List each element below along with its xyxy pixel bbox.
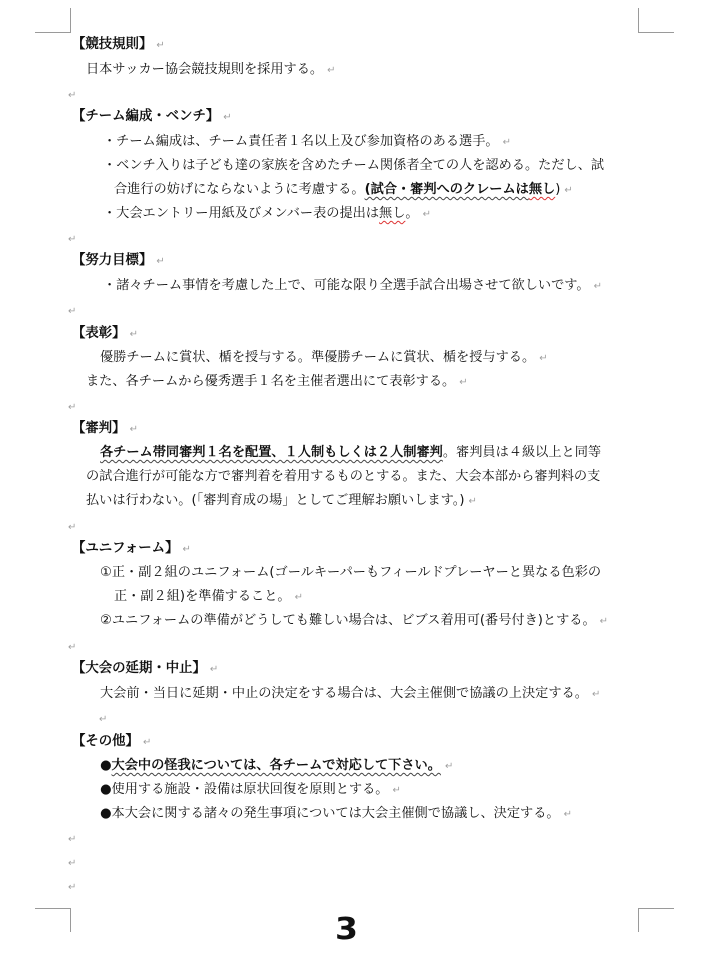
spellcheck-flagged-text: 無し bbox=[528, 182, 556, 197]
paragraph-mark-icon: ↵ bbox=[142, 737, 152, 748]
team-line-2 bbox=[103, 157, 604, 175]
paragraph-mark-icon: ↵ bbox=[68, 858, 77, 869]
uniform-line-2 bbox=[114, 588, 303, 606]
body-text: 合進行の妨げにならないように考慮する。 bbox=[114, 182, 365, 197]
paragraph-mark-icon: ↵ bbox=[68, 522, 77, 533]
paragraph-mark-icon: ↵ bbox=[599, 616, 609, 627]
section-heading-award bbox=[72, 325, 138, 343]
other-line-2 bbox=[100, 781, 401, 799]
body-text: 優勝チームに賞状、楯を授与する。準優勝チームに賞状、楯を授与する。 bbox=[100, 350, 536, 365]
emphasis-text: (試合・審判へのクレームは bbox=[364, 182, 529, 197]
heading-text: 【競技規則】 bbox=[72, 37, 153, 52]
body-text: ②ユニフォームの準備がどうしても難しい場合は、ビブス着用可(番号付き)とする。 bbox=[100, 613, 596, 628]
body-text: ・大会エントリー用紙及びメンバー表の提出は bbox=[103, 206, 380, 221]
body-text: また、各チームから優秀選手１名を主催者選出にて表彰する。 bbox=[86, 374, 456, 389]
heading-text: 【表彰】 bbox=[72, 326, 126, 341]
body-text: ①正・副２組のユニフォーム(ゴールキーパーもフィールドプレーヤーと異なる色彩の bbox=[100, 565, 602, 580]
empty-paragraph bbox=[68, 398, 76, 416]
paragraph-mark-icon: ↵ bbox=[156, 256, 165, 267]
paragraph-mark-icon: ↵ bbox=[539, 353, 548, 364]
body-text: 。 bbox=[405, 206, 419, 221]
heading-text: 【努力目標】 bbox=[72, 253, 153, 268]
empty-paragraph bbox=[99, 710, 107, 728]
team-line-4 bbox=[103, 205, 431, 223]
section-heading-uniform bbox=[72, 540, 191, 558]
heading-text: 【審判】 bbox=[72, 421, 126, 436]
paragraph-mark-icon: ↵ bbox=[68, 834, 77, 845]
section-heading-postpone bbox=[72, 660, 218, 678]
paragraph-mark-icon: ↵ bbox=[99, 714, 108, 725]
rules-line-1 bbox=[86, 61, 336, 79]
section-heading-other bbox=[72, 733, 151, 751]
section-heading-team bbox=[72, 108, 232, 126]
crop-mark-bottom-right-h bbox=[638, 908, 674, 909]
crop-mark-bottom-left-v bbox=[70, 908, 71, 932]
heading-text: 【ユニフォーム】 bbox=[72, 541, 179, 556]
empty-paragraph bbox=[68, 854, 76, 872]
section-heading-referee bbox=[72, 420, 138, 438]
other-line-3 bbox=[100, 805, 572, 823]
paragraph-mark-icon: ↵ bbox=[68, 90, 77, 101]
empty-paragraph bbox=[68, 518, 76, 536]
uniform-line-1 bbox=[100, 564, 601, 582]
page-number: 3 bbox=[335, 912, 357, 947]
empty-paragraph bbox=[68, 638, 76, 656]
paragraph-mark-icon: ↵ bbox=[422, 209, 431, 220]
crop-mark-bottom-right-v bbox=[638, 908, 639, 932]
crop-mark-top-left-h bbox=[35, 32, 71, 33]
empty-paragraph bbox=[68, 230, 76, 248]
paragraph-mark-icon: ↵ bbox=[68, 882, 77, 893]
paragraph-mark-icon: ↵ bbox=[68, 306, 77, 317]
body-text: 正・副２組)を準備すること。 bbox=[114, 589, 291, 604]
paragraph-mark-icon: ↵ bbox=[564, 185, 573, 196]
body-text: ) bbox=[555, 182, 561, 197]
other-line-1 bbox=[100, 757, 453, 775]
emphasis-text: 各チーム帯同審判１名を配置、１人制もしくは２人制審判 bbox=[100, 445, 443, 460]
paragraph-mark-icon: ↵ bbox=[459, 377, 468, 388]
paragraph-mark-icon: ↵ bbox=[129, 424, 138, 435]
postpone-line-1 bbox=[100, 685, 600, 703]
paragraph-mark-icon: ↵ bbox=[68, 402, 77, 413]
crop-mark-top-right-v bbox=[638, 8, 639, 33]
spellcheck-flagged-text: 無し bbox=[379, 206, 406, 221]
team-line-1 bbox=[103, 133, 511, 151]
paragraph-mark-icon: ↵ bbox=[327, 65, 336, 76]
body-text: 払いは行わない。(「審判育成の場」としてご理解お願いします。) bbox=[86, 493, 465, 508]
paragraph-mark-icon: ↵ bbox=[68, 234, 77, 245]
body-text: ・諸々チーム事情を考慮した上で、可能な限り全選手試合出場させて欲しいです。 bbox=[103, 278, 590, 293]
referee-line-2 bbox=[86, 468, 600, 486]
body-text: ・チーム編成は、チーム責任者１名以上及び参加資格のある選手。 bbox=[103, 134, 499, 149]
crop-mark-bottom-left-h bbox=[35, 908, 71, 909]
uniform-line-3 bbox=[100, 612, 608, 630]
paragraph-mark-icon: ↵ bbox=[468, 496, 477, 507]
section-heading-goal bbox=[72, 252, 165, 270]
section-heading-rules bbox=[72, 36, 165, 54]
body-text: の試合進行が可能な方で審判着を着用するものとする。また、大会本部から審判料の支 bbox=[86, 469, 601, 484]
paragraph-mark-icon: ↵ bbox=[392, 785, 401, 796]
paragraph-mark-icon: ↵ bbox=[156, 40, 165, 51]
body-text: ・ベンチ入りは子ども達の家族を含めたチーム関係者全ての人を認める。ただし、試 bbox=[103, 158, 605, 173]
paragraph-mark-icon: ↵ bbox=[563, 809, 573, 820]
crop-mark-top-right-h bbox=[638, 32, 674, 33]
award-line-2 bbox=[86, 373, 468, 391]
empty-paragraph bbox=[68, 830, 76, 848]
goal-line-1 bbox=[103, 277, 602, 295]
body-text: ●使用する施設・設備は原状回復を原則とする。 bbox=[100, 782, 389, 797]
empty-paragraph bbox=[68, 878, 76, 896]
paragraph-mark-icon: ↵ bbox=[223, 112, 232, 123]
paragraph-mark-icon: ↵ bbox=[593, 281, 603, 292]
bullet-icon: ● bbox=[100, 758, 112, 773]
empty-paragraph bbox=[68, 86, 76, 104]
paragraph-mark-icon: ↵ bbox=[68, 642, 77, 653]
paragraph-mark-icon: ↵ bbox=[502, 137, 512, 148]
empty-paragraph bbox=[68, 302, 76, 320]
heading-text: 【大会の延期・中止】 bbox=[72, 661, 206, 676]
body-text: 大会前・当日に延期・中止の決定をする場合は、大会主催側で協議の上決定する。 bbox=[100, 686, 588, 701]
paragraph-mark-icon: ↵ bbox=[444, 761, 454, 772]
heading-text: 【チーム編成・ベンチ】 bbox=[72, 109, 220, 124]
paragraph-mark-icon: ↵ bbox=[209, 664, 219, 675]
body-text: 日本サッカー協会競技規則を採用する。 bbox=[86, 62, 324, 77]
emphasis-text: 大会中の怪我については、各チームで対応して下さい。 bbox=[111, 758, 441, 773]
heading-text: 【その他】 bbox=[72, 734, 139, 749]
paragraph-mark-icon: ↵ bbox=[182, 544, 191, 555]
team-line-3 bbox=[114, 181, 573, 199]
paragraph-mark-icon: ↵ bbox=[591, 689, 601, 700]
referee-line-3 bbox=[86, 492, 477, 510]
paragraph-mark-icon: ↵ bbox=[294, 592, 303, 603]
paragraph-mark-icon: ↵ bbox=[129, 329, 138, 340]
crop-mark-top-left-v bbox=[70, 8, 71, 33]
body-text: 。審判員は４級以上と同等 bbox=[442, 445, 602, 460]
body-text: ●本大会に関する諸々の発生事項については大会主催側で協議し、決定する。 bbox=[100, 806, 560, 821]
award-line-1 bbox=[100, 349, 548, 367]
referee-line-1 bbox=[100, 444, 601, 462]
